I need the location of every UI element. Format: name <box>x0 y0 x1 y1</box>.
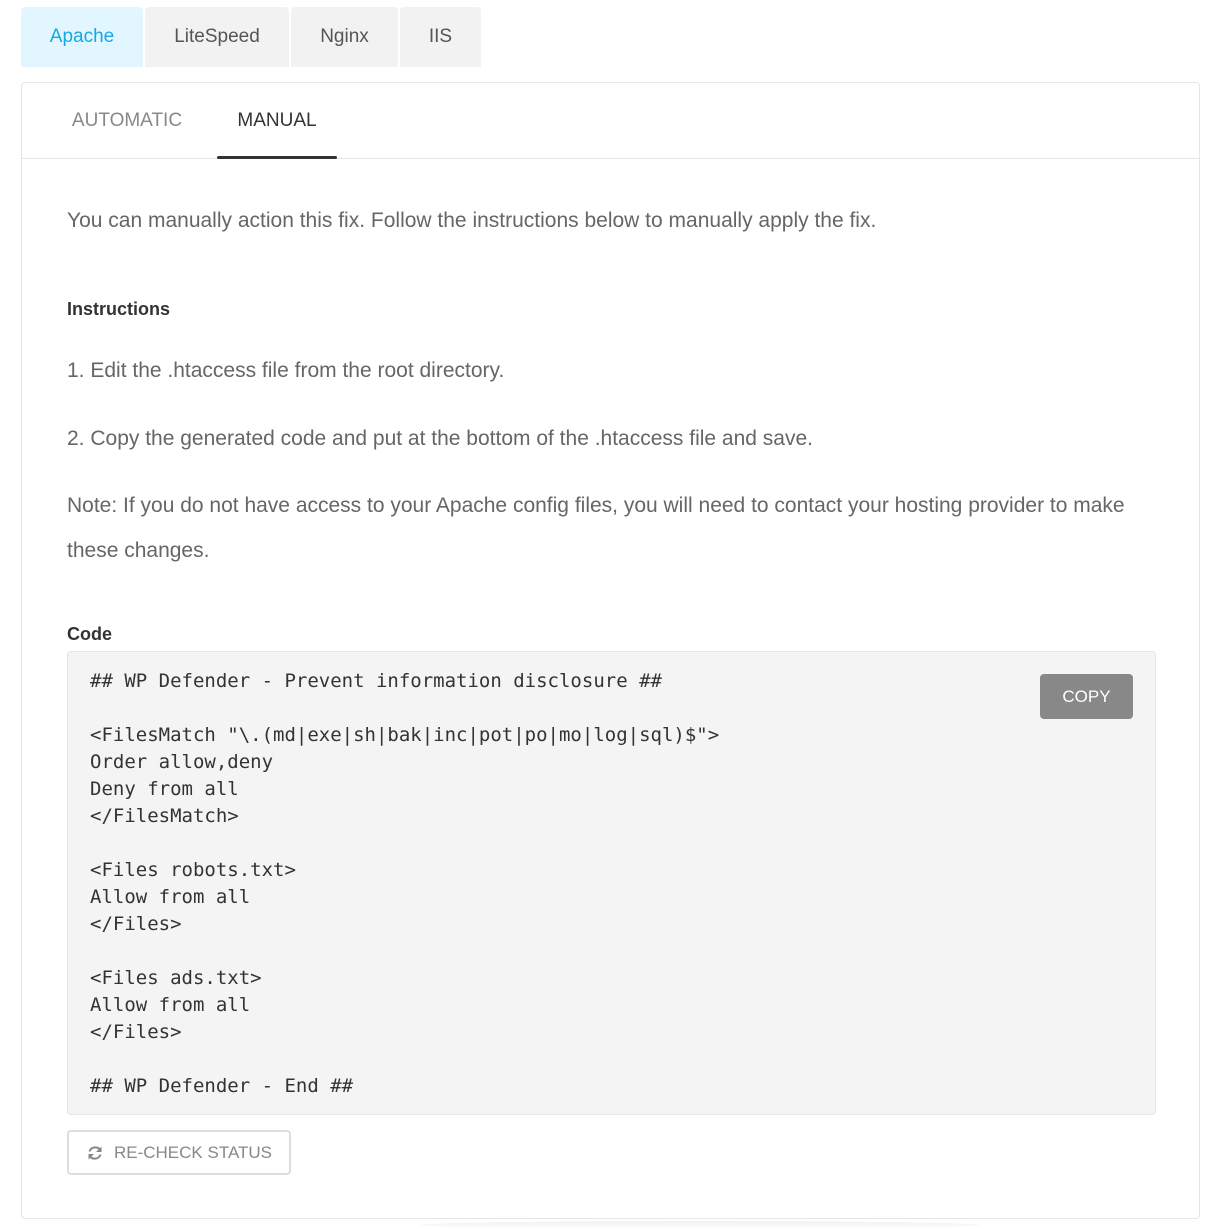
fix-panel <box>21 82 1200 1219</box>
mode-tabs <box>22 83 1199 159</box>
refresh-icon <box>86 1144 104 1162</box>
tab-apache[interactable]: Apache <box>21 7 143 67</box>
tab-manual[interactable]: MANUAL <box>217 83 337 158</box>
instructions-heading: Instructions <box>67 299 171 319</box>
code-block <box>67 651 1156 1115</box>
code-heading: Code <box>67 624 112 644</box>
bottom-shadow <box>420 1221 980 1229</box>
tab-litespeed[interactable]: LiteSpeed <box>145 7 289 67</box>
manual-intro-text: You can manually action this fix. Follow the instructions below to manually apply the fix. <box>67 209 877 232</box>
copy-button[interactable]: COPY <box>1040 674 1133 719</box>
server-type-tabs <box>21 7 481 67</box>
instruction-step: 2. Copy the generated code and put at the bottom of the .htaccess file and save. <box>67 427 813 450</box>
code-content[interactable]: ## WP Defender - Prevent information disclosure ## <FilesMatch "\.(md|exe|sh|bak|inc|pot|po|mo|log|sql)$"> Order allow,deny Deny from all </FilesMatch> <Files robots.txt> Allow from all </Files> <Files ads.txt> Allow from all </Files> ## WP Defender - End ## <box>90 670 720 1097</box>
tab-automatic[interactable]: AUTOMATIC <box>71 110 183 131</box>
instruction-note: Note: If you do not have access to your Apache config files, you will need to contact your hosting provider to make these changes. <box>67 494 1125 562</box>
tab-nginx[interactable]: Nginx <box>291 7 398 67</box>
recheck-status-button[interactable] <box>67 1130 291 1175</box>
recheck-status-label: RE-CHECK STATUS <box>113 1142 273 1162</box>
tab-iis[interactable]: IIS <box>400 7 481 67</box>
instruction-step: 1. Edit the .htaccess file from the root directory. <box>67 359 505 382</box>
